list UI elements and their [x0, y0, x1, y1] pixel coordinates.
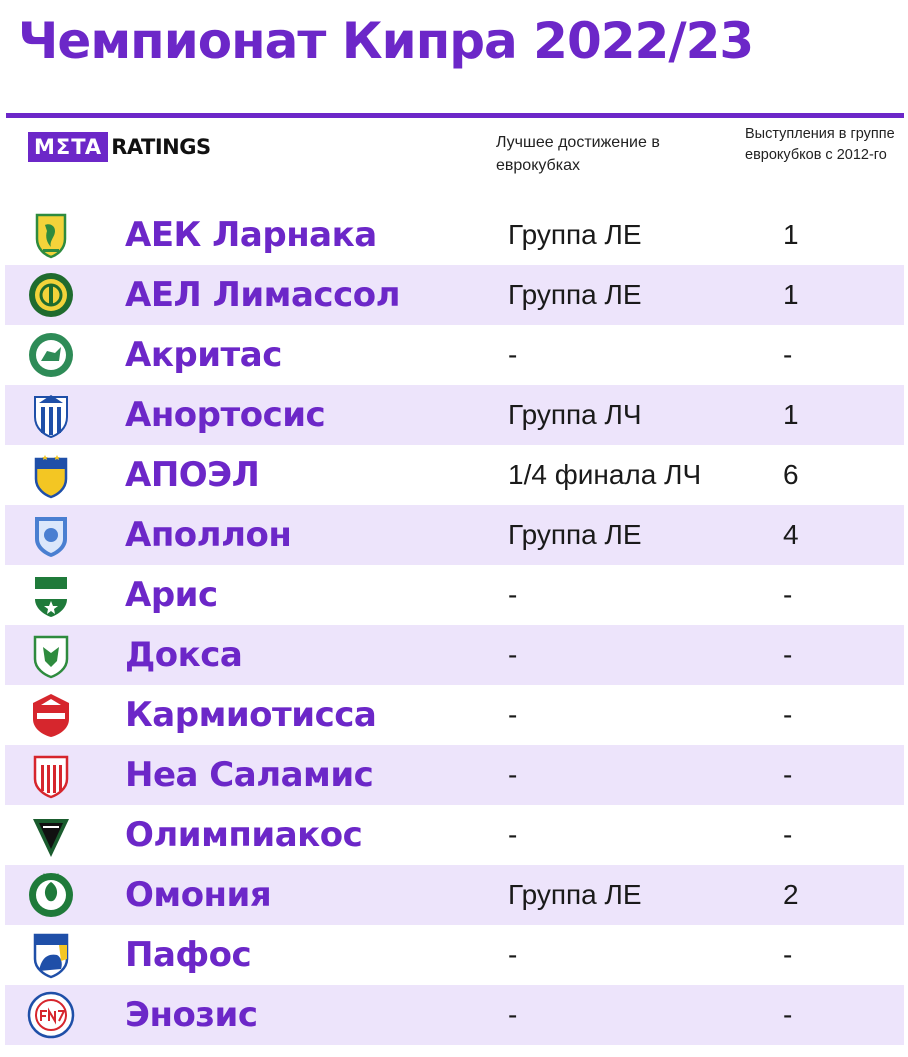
club-name: Энозис — [125, 995, 258, 1035]
best-achievement: - — [508, 699, 518, 730]
aek-larnaca-crest-icon — [27, 211, 75, 259]
group-appearances: - — [783, 759, 793, 790]
logo-ratings-text: RATINGS — [111, 135, 211, 159]
club-name: Кармиотисса — [125, 695, 377, 735]
best-achievement: - — [508, 819, 518, 850]
metaratings-logo — [28, 132, 211, 162]
club-name: Акритас — [125, 335, 282, 375]
table-row — [5, 565, 904, 625]
column-header-achievement: Лучшее достижение в еврокубках — [496, 134, 660, 174]
group-appearances: - — [783, 819, 793, 850]
table-row — [5, 445, 904, 505]
table-row — [5, 925, 904, 985]
best-achievement: - — [508, 579, 518, 610]
table-row — [5, 805, 904, 865]
group-appearances: - — [783, 639, 793, 670]
best-achievement: Группа ЛЕ — [508, 279, 642, 310]
group-appearances: 2 — [783, 879, 799, 910]
best-achievement: - — [508, 759, 518, 790]
olympiakos-crest-icon — [27, 811, 75, 859]
club-name: Пафос — [125, 935, 252, 975]
table-row — [5, 745, 904, 805]
club-name: АПОЭЛ — [125, 455, 260, 495]
best-achievement: Группа ЛЧ — [508, 399, 642, 430]
group-appearances: 1 — [783, 399, 799, 430]
pafos-crest-icon — [27, 931, 75, 979]
karmiotissa-crest-icon — [27, 691, 75, 739]
omonia-crest-icon — [27, 871, 75, 919]
enosis-crest-icon — [27, 991, 75, 1039]
aris-crest-icon — [27, 571, 75, 619]
club-name: АЕК Ларнака — [125, 215, 377, 255]
club-name: Неа Саламис — [125, 755, 374, 795]
best-achievement: 1/4 финала ЛЧ — [508, 459, 702, 490]
best-achievement: Группа ЛЕ — [508, 219, 642, 250]
table-row — [5, 385, 904, 445]
group-appearances: 6 — [783, 459, 799, 490]
club-name: АЕЛ Лимассол — [125, 275, 400, 315]
akritas-crest-icon — [27, 331, 75, 379]
nea-salamis-crest-icon — [27, 751, 75, 799]
table-row — [5, 985, 904, 1045]
page-title: Чемпионат Кипра 2022/23 — [18, 12, 754, 70]
table-row — [5, 325, 904, 385]
club-name: Анортосис — [125, 395, 326, 435]
table-row — [5, 505, 904, 565]
apollon-crest-icon — [27, 511, 75, 559]
column-header-group-appearances: Выступления в группе еврокубков с 2012-го — [745, 126, 895, 163]
table-row — [5, 625, 904, 685]
table-row — [5, 205, 904, 265]
best-achievement: - — [508, 339, 518, 370]
group-appearances: 4 — [783, 519, 799, 550]
club-name: Олимпиакос — [125, 815, 363, 855]
club-name: Омония — [125, 875, 272, 915]
group-appearances: 1 — [783, 219, 799, 250]
logo-meta-text: MΣTA — [28, 132, 108, 162]
clubs-table — [5, 205, 904, 1045]
best-achievement: - — [508, 939, 518, 970]
group-appearances: - — [783, 699, 793, 730]
group-appearances: - — [783, 579, 793, 610]
group-appearances: - — [783, 939, 793, 970]
doxa-crest-icon — [27, 631, 75, 679]
table-row — [5, 685, 904, 745]
club-name: Арис — [125, 575, 218, 615]
apoel-crest-icon — [27, 451, 75, 499]
best-achievement: - — [508, 999, 518, 1030]
table-row — [5, 265, 904, 325]
best-achievement: Группа ЛЕ — [508, 879, 642, 910]
best-achievement: Группа ЛЕ — [508, 519, 642, 550]
anorthosis-crest-icon — [27, 391, 75, 439]
group-appearances: 1 — [783, 279, 799, 310]
title-divider — [6, 113, 904, 118]
table-row — [5, 865, 904, 925]
ael-limassol-crest-icon — [27, 271, 75, 319]
group-appearances: - — [783, 999, 793, 1030]
best-achievement: - — [508, 639, 518, 670]
club-name: Аполлон — [125, 515, 292, 555]
group-appearances: - — [783, 339, 793, 370]
club-name: Докса — [125, 635, 243, 675]
